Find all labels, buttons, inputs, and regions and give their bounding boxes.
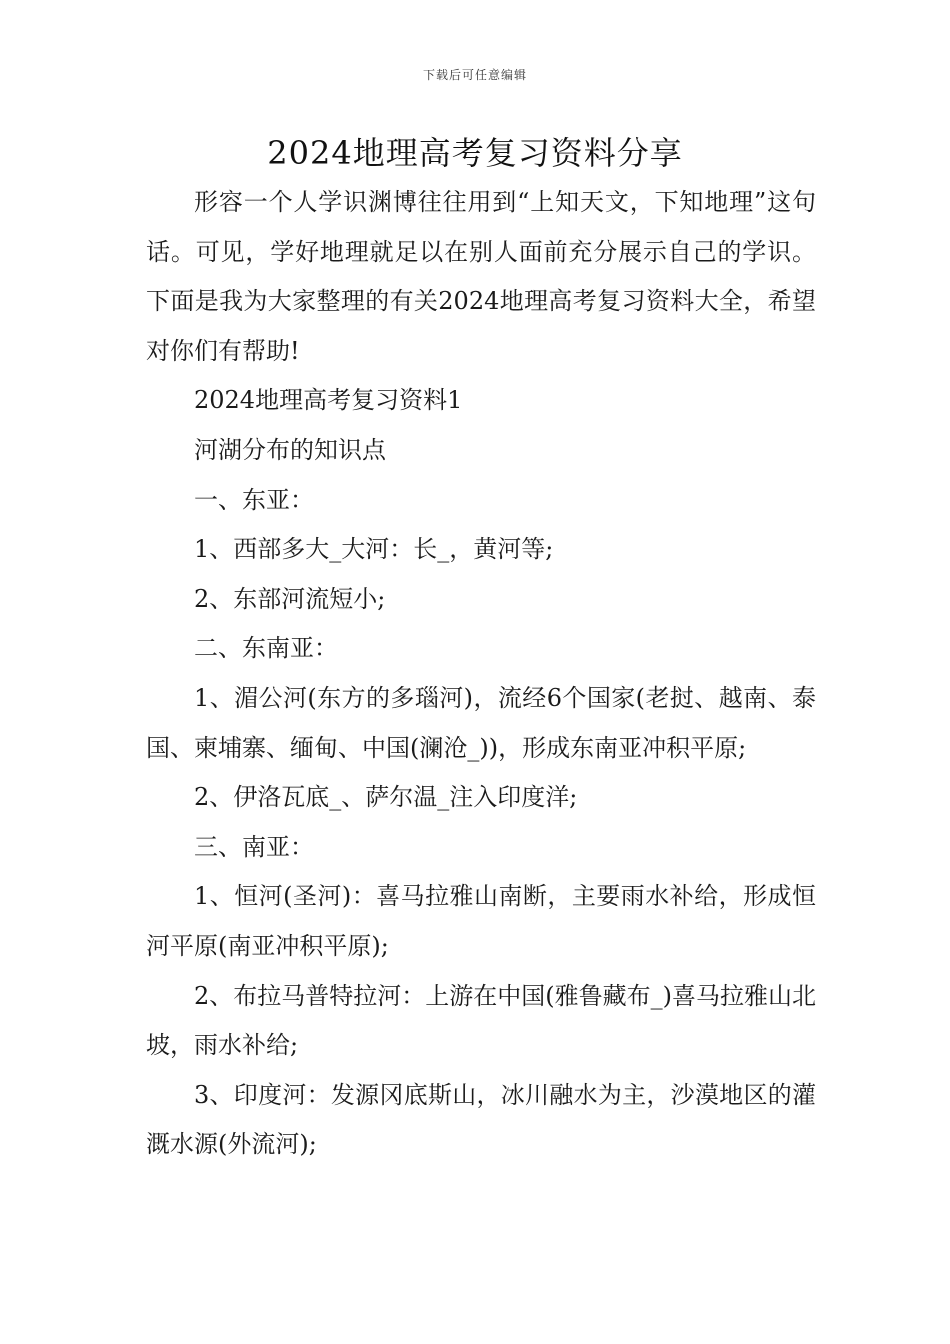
document-body: [146, 178, 816, 1170]
list-item: 2、布拉马普特拉河：上游在中国(雅鲁藏布_)喜马拉雅山北坡，雨水补给;: [146, 981, 816, 1060]
list-item: 1、恒河(圣河)：喜马拉雅山南断，主要雨水补给，形成恒河平原(南亚冲积平原);: [146, 882, 816, 960]
document-title: 2024地理高考复习资料分享: [267, 134, 683, 172]
section-heading: 2024地理高考复习资料1: [194, 386, 463, 415]
region-heading-southeast-asia: 二、东南亚：: [194, 634, 338, 663]
subsection-heading: 河湖分布的知识点: [194, 435, 386, 464]
list-item: 1、湄公河(东方的多瑙河)，流经6个国家(老挝、越南、泰国、柬埔寨、缅甸、中国(澜沧_))，形成东南亚冲积平原;: [146, 683, 816, 762]
list-item: 3、印度河：发源冈底斯山，冰川融水为主，沙漠地区的灌溉水源(外流河);: [146, 1080, 816, 1159]
intro-paragraph: 形容一个人学识渊博往往用到“上知天文，下知地理”这句话。可见，学好地理就足以在别人面前充分展示自己的学识。下面是我为大家整理的有关2024地理高考复习资料大全，希望对你们有帮助!: [146, 188, 816, 365]
header-note: 下载后可任意编辑: [422, 68, 527, 82]
list-item: 2、伊洛瓦底_、萨尔温_注入印度洋;: [194, 783, 578, 812]
list-item: 1、西部多大_大河：长_，黄河等;: [194, 535, 554, 564]
region-heading-south-asia: 三、南亚：: [194, 832, 314, 861]
list-item: 2、东部河流短小;: [194, 584, 386, 613]
region-heading-east-asia: 一、东亚：: [194, 485, 314, 514]
